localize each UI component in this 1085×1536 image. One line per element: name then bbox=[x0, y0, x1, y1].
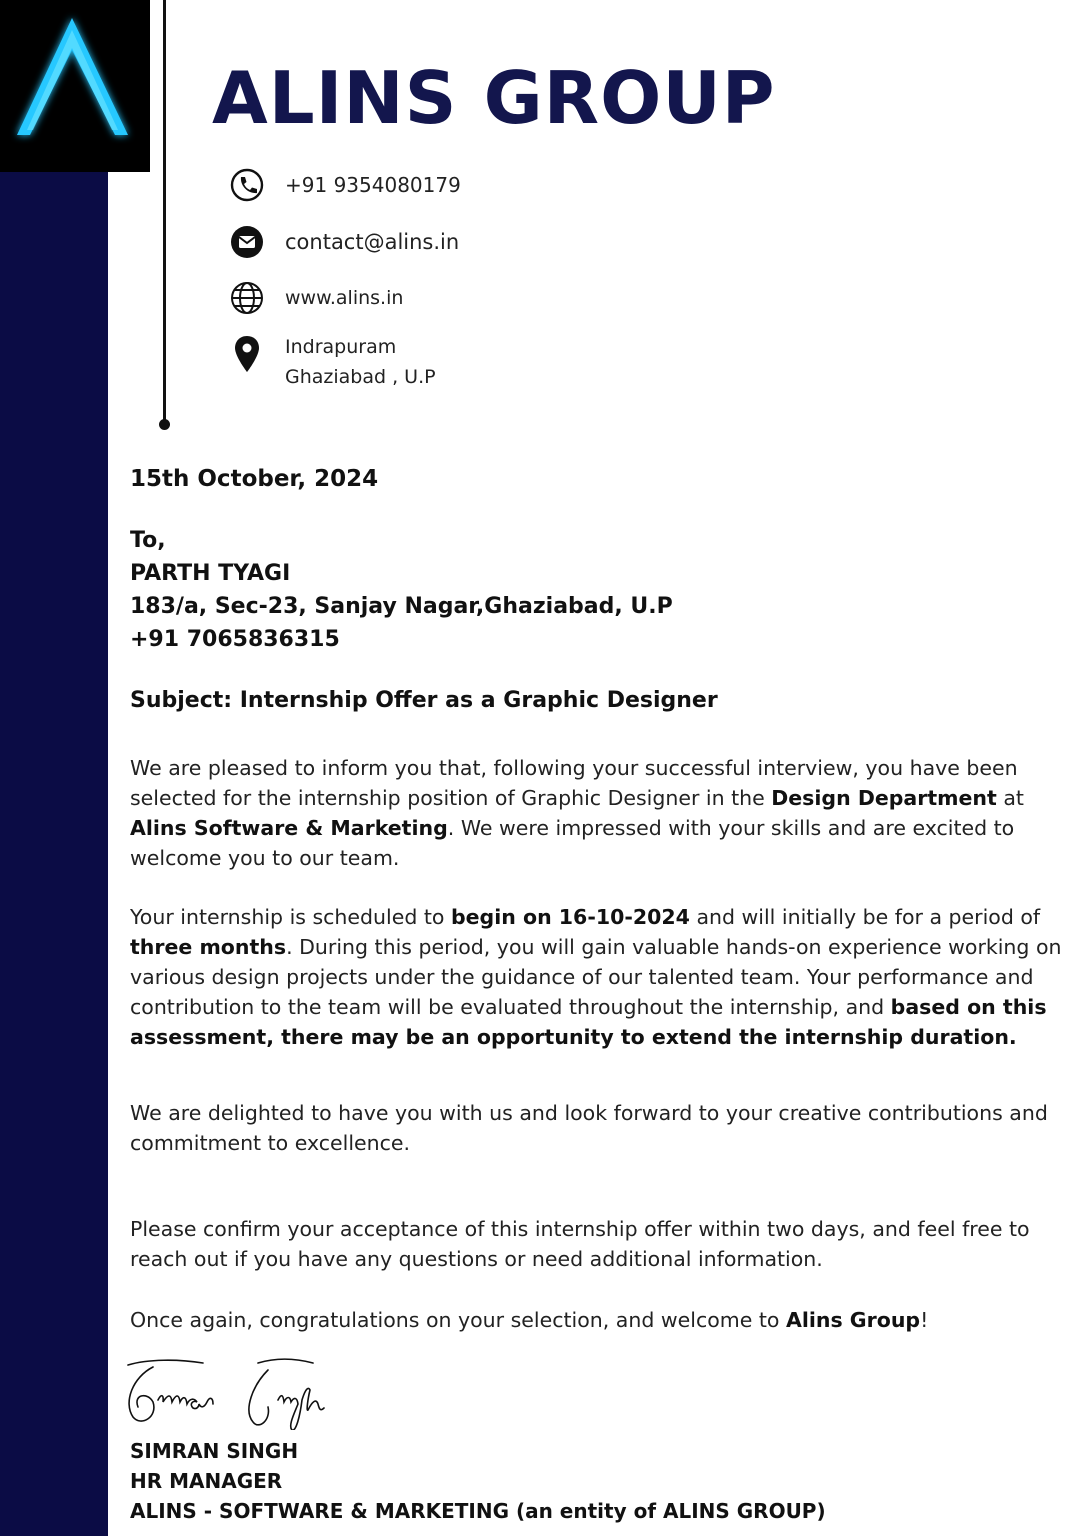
website-url[interactable]: www.alins.in bbox=[285, 287, 404, 309]
location-pin-icon bbox=[229, 336, 265, 372]
signer-name: SIMRAN SINGH bbox=[130, 1439, 299, 1463]
extension-note: based on this assessment, there may be an opportunity to extend the internship duration. bbox=[130, 995, 1047, 1049]
logo-a-icon bbox=[0, 0, 150, 172]
phone-number: +91 9354080179 bbox=[285, 173, 461, 197]
paragraph-2: Your internship is scheduled to begin on 16-10-2024 and will initially be for a period of three months. During this period, you will gain valuable hands-on experience working on various design projects under the guidance of our talented team. Your performance and contribution to the team will be evaluated throughout the internship, and based on this assessment, there may be an opportunity to extend the internship duration. bbox=[130, 905, 1062, 1049]
contact-address bbox=[229, 336, 285, 372]
header-divider-line bbox=[163, 0, 166, 424]
globe-icon bbox=[229, 280, 265, 316]
design-department: Design Department bbox=[771, 786, 997, 810]
company-division: Alins Software & Marketing bbox=[130, 816, 448, 840]
paragraph-5: Once again, congratulations on your selection, and welcome to Alins Group! bbox=[130, 1308, 929, 1332]
contact-website bbox=[229, 280, 403, 316]
to-label: To, bbox=[130, 528, 166, 553]
letter-date: 15th October, 2024 bbox=[130, 466, 379, 492]
paragraph-4: Please confirm your acceptance of this internship offer within two days, and feel free to reach out if you have any questions or need additional information. bbox=[130, 1217, 1030, 1271]
recipient-name: PARTH TYAGI bbox=[130, 561, 291, 586]
signer-title: HR MANAGER bbox=[130, 1469, 283, 1493]
phone-icon bbox=[229, 167, 265, 203]
address-line-1: Indrapuram bbox=[285, 336, 397, 358]
group-name: Alins Group bbox=[785, 1308, 921, 1332]
logo bbox=[0, 0, 150, 172]
signer-block bbox=[130, 1436, 826, 1526]
signer-organization: ALINS - SOFTWARE & MARKETING (an entity of ALINS GROUP) bbox=[130, 1499, 826, 1523]
contact-email bbox=[229, 224, 459, 260]
signature bbox=[118, 1355, 368, 1434]
address-line-2: Ghaziabad , U.P bbox=[285, 366, 436, 388]
sidebar-band bbox=[0, 0, 108, 1536]
header-divider-dot bbox=[159, 419, 170, 430]
recipient-address: 183/a, Sec-23, Sanjay Nagar,Ghaziabad, U.P bbox=[130, 594, 673, 619]
paragraph-1: We are pleased to inform you that, following your successful interview, you have been selected for the internship position of Graphic Designer in the Design Department at Alins Software & Marketing. We were impressed with your skills and are excited to welcome you to our team. bbox=[130, 756, 1024, 870]
mail-icon bbox=[229, 224, 265, 260]
start-date: begin on 16-10-2024 bbox=[450, 905, 690, 929]
paragraph-3: We are delighted to have you with us and look forward to your creative contributions and commitment to excellence. bbox=[130, 1101, 1048, 1155]
company-name: ALINS GROUP bbox=[212, 56, 776, 140]
letter-subject: Subject: Internship Offer as a Graphic Designer bbox=[130, 688, 718, 713]
email-address[interactable]: contact@alins.in bbox=[285, 230, 460, 254]
recipient-block bbox=[130, 524, 673, 656]
contact-phone bbox=[229, 167, 461, 203]
recipient-phone: +91 7065836315 bbox=[130, 627, 340, 652]
address bbox=[285, 332, 436, 392]
duration: three months bbox=[130, 935, 287, 959]
